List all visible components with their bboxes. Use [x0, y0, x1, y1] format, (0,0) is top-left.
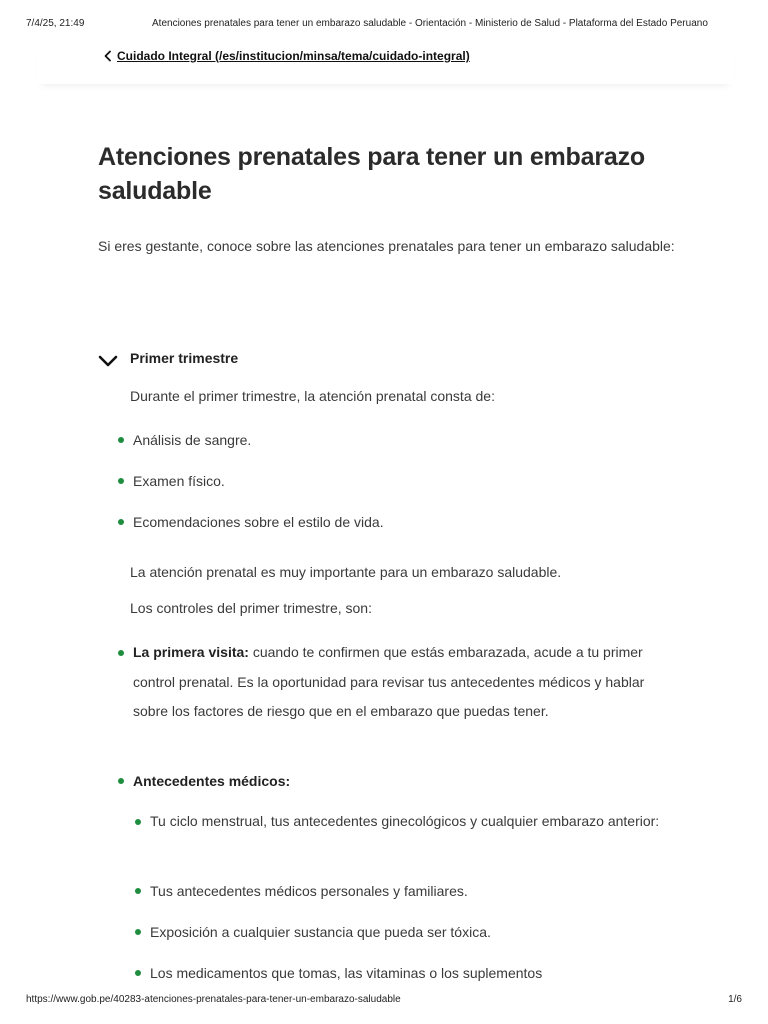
bullet-icon — [135, 929, 141, 935]
sub-list-item: Exposición a cualquier sustancia que pueda ser tóxica. — [150, 922, 491, 942]
bullet-icon — [118, 778, 124, 784]
paragraph-importance: La atención prenatal es muy importante para un embarazo saludable. — [130, 564, 562, 580]
print-url: https://www.gob.pe/40283-atenciones-prenatales-para-tener-un-embarazo-saludable — [26, 994, 401, 1005]
sub-list-item: Tu ciclo menstrual, tus antecedentes ginecológicos y cualquier embarazo anterior: — [150, 807, 670, 837]
list-item-first-visit — [133, 638, 673, 727]
bullet-icon — [118, 519, 124, 525]
first-visit-label: La primera visita: — [133, 644, 249, 660]
list-item: Análisis de sangre. — [133, 430, 251, 450]
medical-history-label: Antecedentes médicos: — [133, 773, 291, 789]
page-intro: Si eres gestante, conoce sobre las atenciones prenatales para tener un embarazo saludable: — [98, 238, 675, 254]
list-item: Examen físico. — [133, 471, 225, 491]
accordion-title-primer-trimestre[interactable]: Primer trimestre — [130, 350, 239, 366]
chevron-down-icon[interactable] — [97, 352, 119, 370]
bullet-icon — [118, 437, 124, 443]
bullet-icon — [135, 888, 141, 894]
list-item-medical-history — [133, 771, 290, 791]
paragraph-controls: Los controles del primer trimestre, son: — [130, 600, 372, 616]
page-title: Atenciones prenatales para tener un embarazo saludable — [98, 143, 645, 205]
bullet-icon — [135, 970, 141, 976]
print-datetime: 7/4/25, 21:49 — [26, 18, 85, 29]
first-visit-text: cuando te confirmen que estás embarazada, acude a tu primer control prenatal. Es la oportunidad para revisar tus antecedentes médicos y hablar sobre los factores de riesgo que en el embarazo que puedas tener. — [133, 644, 645, 719]
bullet-icon — [118, 650, 124, 656]
sub-list-item: Los medicamentos que tomas, las vitaminas o los suplementos — [150, 963, 542, 983]
sub-list-item: Tus antecedentes médicos personales y familiares. — [150, 881, 468, 901]
print-document-title: Atenciones prenatales para tener un embarazo saludable - Orientación - Ministerio de Salud - Plataforma del Estado Peruano — [152, 18, 708, 29]
bullet-icon — [135, 819, 141, 825]
list-item: Ecomendaciones sobre el estilo de vida. — [133, 512, 384, 532]
page-number: 1/6 — [728, 994, 742, 1005]
print-header — [26, 18, 742, 32]
breadcrumb-bar — [36, 36, 734, 84]
back-link-label: Cuidado Integral (/es/institucion/minsa/tema/cuidado-integral) — [117, 49, 470, 63]
print-footer — [26, 994, 742, 1008]
accordion-intro: Durante el primer trimestre, la atención prenatal consta de: — [130, 388, 495, 404]
bullet-icon — [118, 478, 124, 484]
back-link-cuidado-integral[interactable] — [102, 49, 470, 63]
chevron-left-icon — [102, 50, 115, 62]
